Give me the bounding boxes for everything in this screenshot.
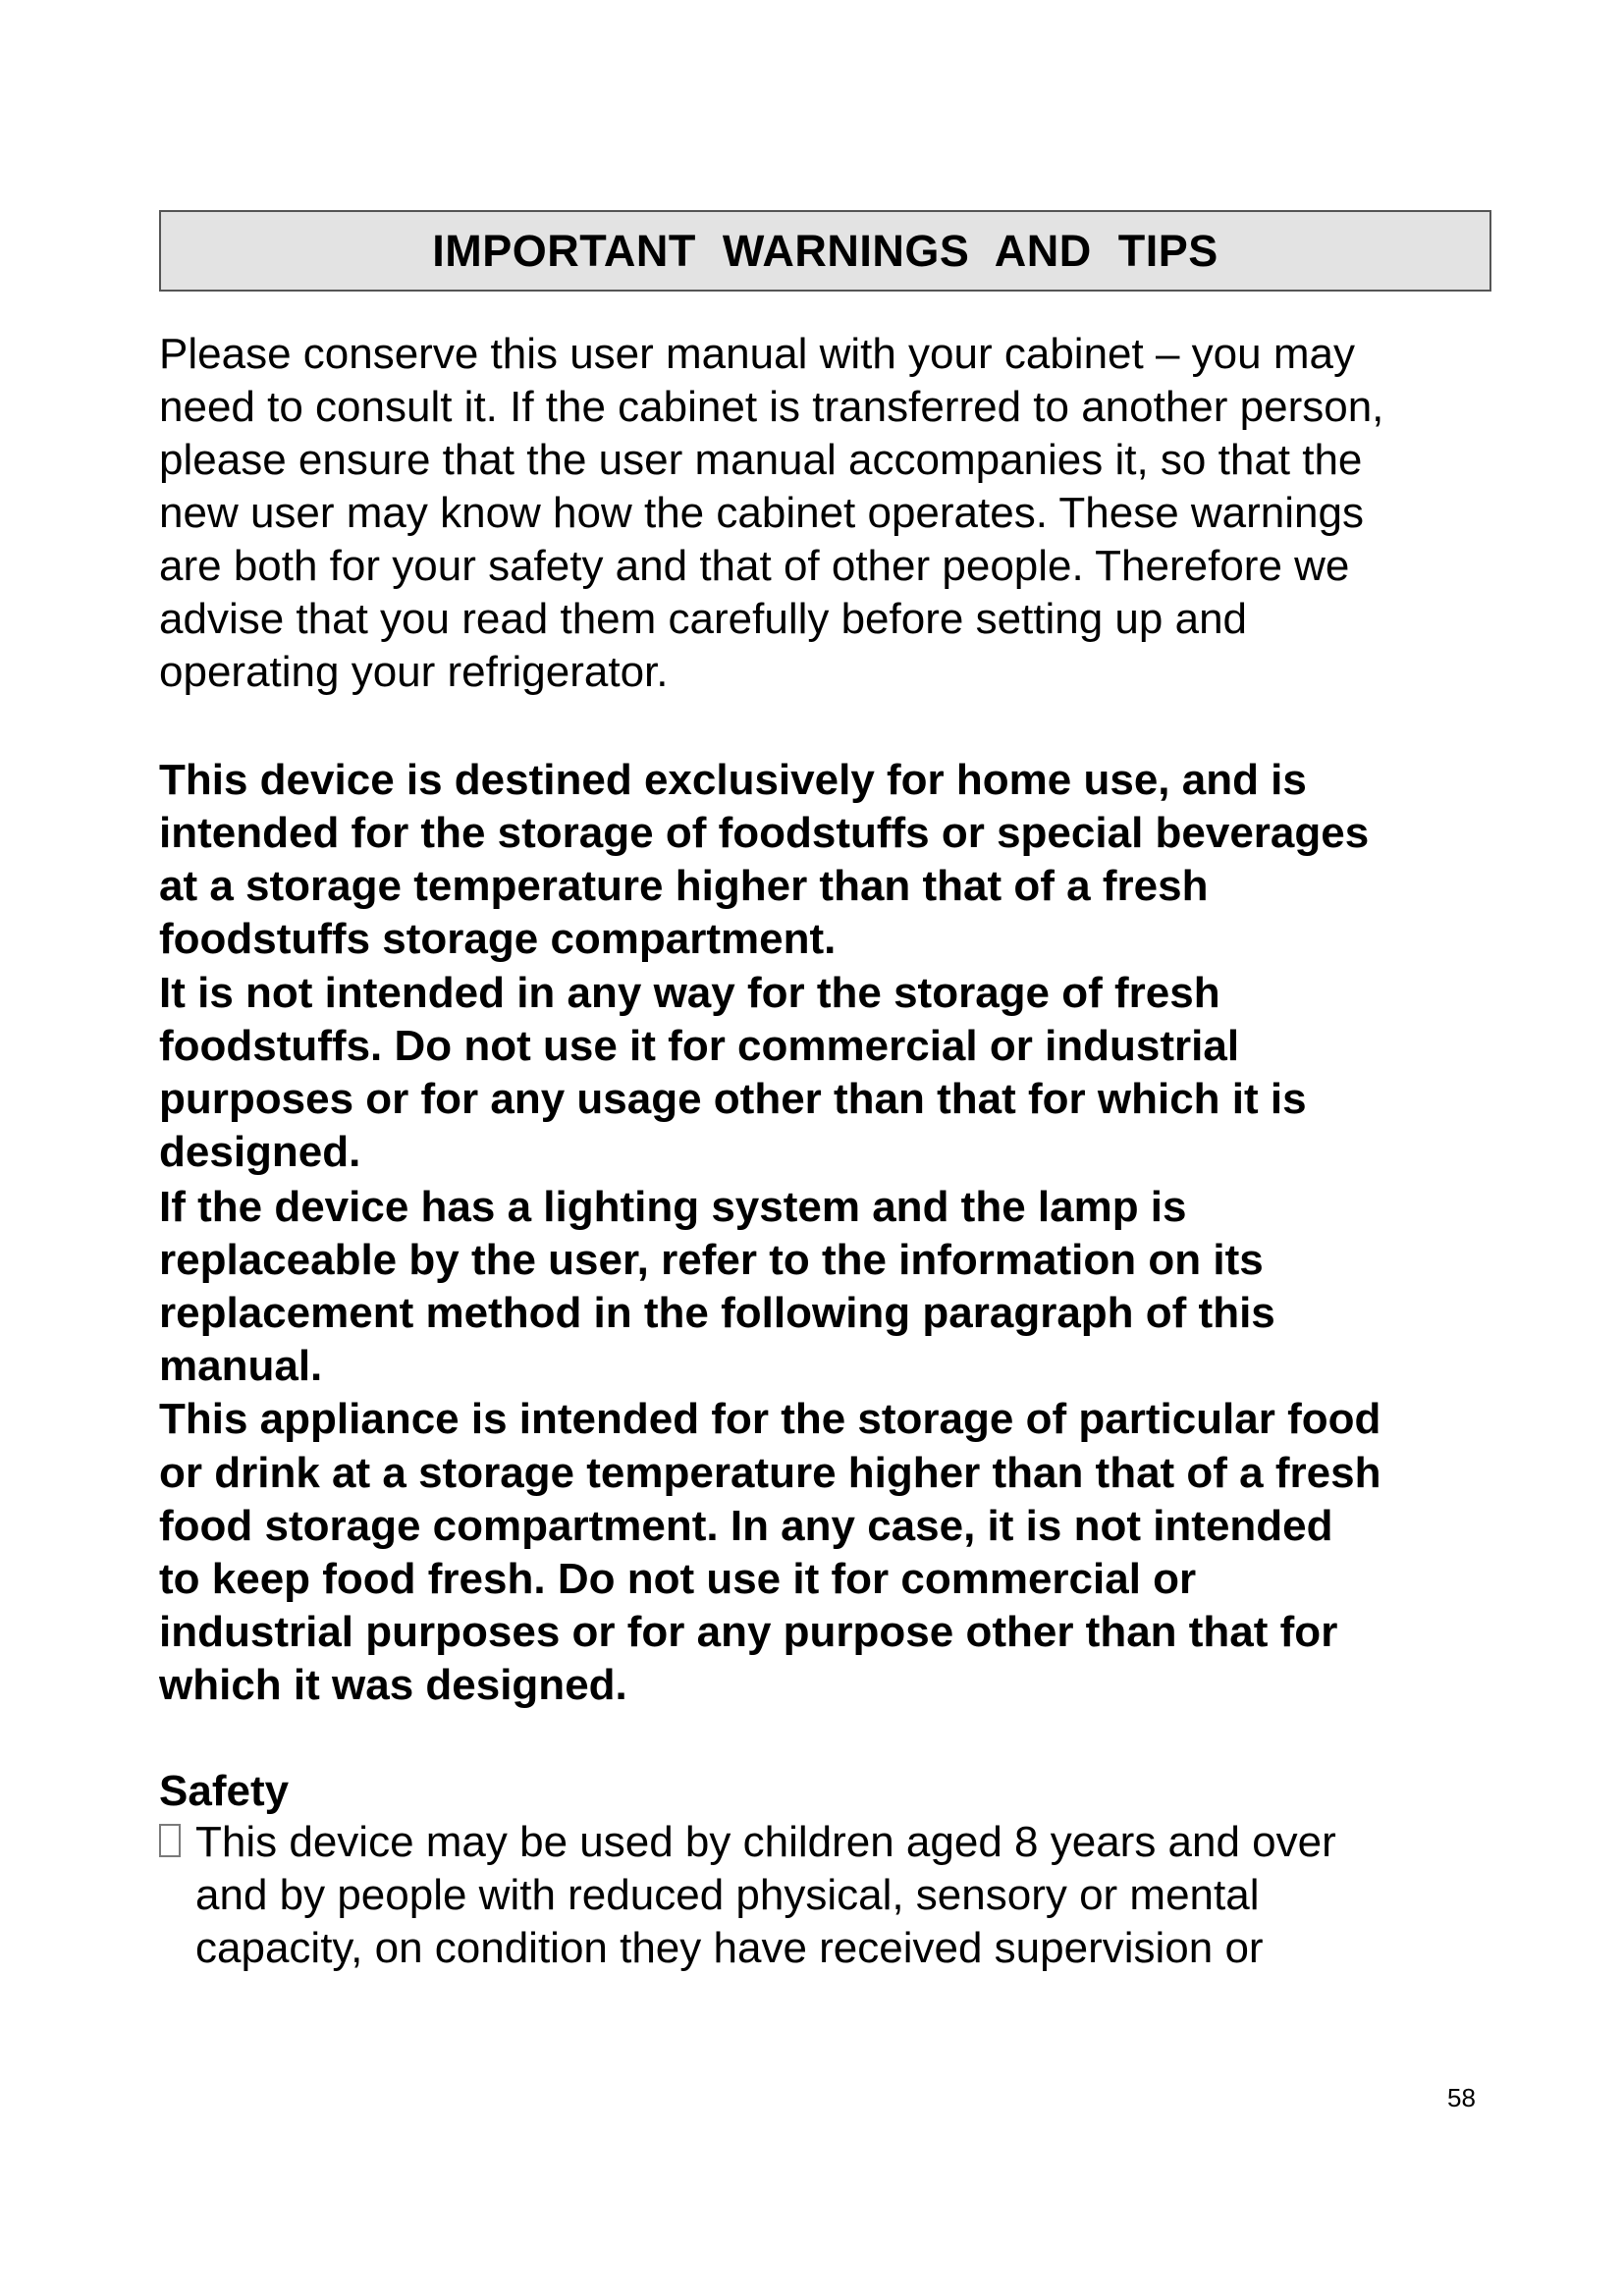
bullet-box-icon (159, 1824, 181, 1857)
usage-line: foodstuffs storage compartment. (159, 915, 837, 963)
intro-line: please ensure that the user manual accompanies it, so that the (159, 436, 1363, 484)
usage-line: purposes or for any usage other than that for which it is (159, 1075, 1307, 1123)
intro-line: Please conserve this user manual with your cabinet – you may (159, 330, 1355, 378)
safety-heading: Safety (159, 1767, 290, 1815)
usage-line: to keep food fresh. Do not use it for commercial or (159, 1555, 1197, 1603)
page-number: 58 (1447, 2083, 1476, 2112)
usage-line: industrial purposes or for any purpose other than that for (159, 1608, 1338, 1656)
intro-line: need to consult it. If the cabinet is transferred to another person, (159, 383, 1384, 431)
usage-line: which it was designed. (159, 1661, 627, 1709)
safety-line: and by people with reduced physical, sensory or mental (195, 1871, 1260, 1919)
title-box (159, 210, 1491, 292)
usage-line: This device is destined exclusively for home use, and is (159, 756, 1307, 804)
intro-line: new user may know how the cabinet operates. These warnings (159, 489, 1364, 537)
usage-line: If the device has a lighting system and the lamp is (159, 1183, 1187, 1231)
intro-line: are both for your safety and that of other people. Therefore we (159, 542, 1350, 590)
usage-line: food storage compartment. In any case, it is not intended (159, 1502, 1333, 1550)
intro-line: operating your refrigerator. (159, 648, 669, 696)
intro-line: advise that you read them carefully before setting up and (159, 595, 1248, 643)
usage-line: at a storage temperature higher than that of a fresh (159, 862, 1209, 910)
usage-line: It is not intended in any way for the storage of fresh (159, 969, 1220, 1017)
safety-line: This device may be used by children aged 8 years and over (195, 1818, 1336, 1866)
usage-line: designed. (159, 1128, 361, 1176)
safety-line: capacity, on condition they have received supervision or (195, 1924, 1264, 1972)
usage-line: or drink at a storage temperature higher than that of a fresh (159, 1449, 1381, 1497)
usage-line: This appliance is intended for the storage of particular food (159, 1395, 1381, 1443)
usage-line: foodstuffs. Do not use it for commercial or industrial (159, 1022, 1240, 1070)
usage-line: replaceable by the user, refer to the information on its (159, 1236, 1264, 1284)
usage-line: replacement method in the following paragraph of this (159, 1289, 1275, 1337)
page-title: IMPORTANT WARNINGS AND TIPS (432, 225, 1218, 276)
usage-line: intended for the storage of foodstuffs or special beverages (159, 809, 1370, 857)
usage-line: manual. (159, 1342, 323, 1390)
